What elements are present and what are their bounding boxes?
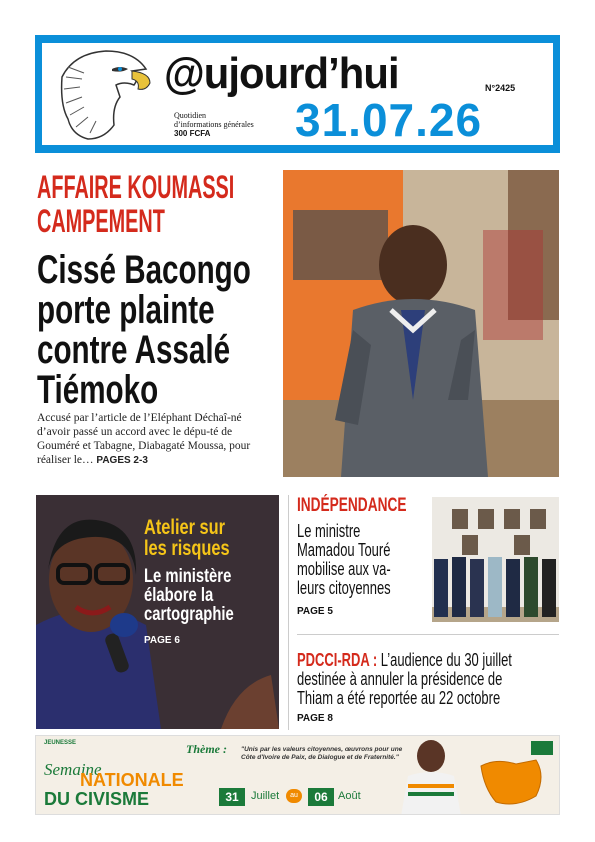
story2-kicker: INDÉPENDANCE <box>297 495 407 516</box>
feature-page-ref[interactable]: PAGE 6 <box>144 635 180 646</box>
lead-kicker-line: AFFAIRE KOUMASSI <box>37 169 235 205</box>
lead-kicker-line: CAMPEMENT <box>37 203 165 239</box>
banner-au: au <box>286 789 302 803</box>
eagle-logo-icon <box>54 47 154 142</box>
lead-headline-line: porte plainte <box>37 288 215 332</box>
masthead-inner <box>42 43 553 145</box>
banner-start-month: Juillet <box>251 790 280 802</box>
feature-subtitle <box>144 567 277 624</box>
story3-headline[interactable] <box>297 651 556 708</box>
civism-banner[interactable] <box>35 735 560 815</box>
banner-org: JEUNESSE <box>44 740 77 746</box>
story2-photo-illustration <box>432 497 559 622</box>
brand-name: @ujourd’hui <box>164 49 399 98</box>
lead-kicker <box>37 170 273 238</box>
lead-summary-text: Accusé par l’article de l’Eléphant Déchaî-né d’avoir passé un accord avec le dépu-té de Gouméré et Tabagne, Diabagaté Moussa, pour réaliser le… <box>37 412 251 466</box>
story2-photo <box>432 497 559 622</box>
feature-subtitle-line: cartographie <box>144 604 234 625</box>
issue-number: N°2425 <box>485 83 516 93</box>
story3-kicker: PDCCI-RDA : <box>297 650 378 670</box>
price: 300 FCFA <box>174 129 211 138</box>
banner-semaine: Semaine <box>44 760 102 779</box>
tagline-line-1: Quotidien <box>174 111 206 120</box>
lead-photo <box>283 170 559 477</box>
story2-headline[interactable] <box>297 522 434 598</box>
banner-end-month: Août <box>338 790 361 802</box>
feature-box[interactable] <box>36 495 279 729</box>
lead-headline-line: Tiémoko <box>37 368 159 412</box>
lead-summary <box>37 411 277 468</box>
story2-page-ref[interactable]: PAGE 5 <box>297 606 333 617</box>
story3-page-ref[interactable]: PAGE 8 <box>297 713 333 724</box>
story2-headline-line: leurs citoyennes <box>297 578 391 598</box>
story2-headline-line: mobilise aux va- <box>297 559 391 579</box>
lead-photo-illustration <box>283 170 559 477</box>
feature-title-line: les risques <box>144 537 230 560</box>
banner-theme-label: Thème : <box>186 742 227 756</box>
column-divider <box>288 495 289 730</box>
masthead <box>35 35 560 153</box>
feature-subtitle-line: Le ministère <box>144 566 232 587</box>
lead-page-ref[interactable]: PAGES 2-3 <box>96 455 148 466</box>
feature-subtitle-line: élabore la <box>144 585 214 606</box>
story2-headline-line: Mamadou Touré <box>297 540 391 560</box>
lead-headline[interactable] <box>37 250 281 410</box>
lead-headline-line: contre Assalé <box>37 328 231 372</box>
banner-start-day: 31 <box>219 788 245 806</box>
story2-headline-line: Le ministre <box>297 521 361 541</box>
issue-date: 31.07.26 <box>295 94 483 146</box>
banner-nationale: NATIONALE <box>80 770 184 790</box>
banner-quote: "Unis par les valeurs citoyennes, œuvrons pour une Côte d'Ivoire de Paix, de Dialogue et de Fraternité." <box>241 746 403 761</box>
tagline-line-2: d’informations générales <box>174 120 254 129</box>
story3-headline-line <box>297 651 556 670</box>
story3-headline-line: destinée à annuler la présidence de <box>297 669 503 689</box>
banner-end-day: 06 <box>308 788 334 806</box>
banner-civisme: DU CIVISME <box>44 789 150 809</box>
story3-headline-line: Thiam a été reportée au 22 octobre <box>297 688 501 708</box>
story-divider <box>297 634 559 635</box>
banner-illustration <box>386 736 560 815</box>
lead-headline-line: Cissé Bacongo <box>37 248 251 292</box>
feature-title-line: Atelier sur <box>144 516 226 539</box>
feature-title <box>144 517 277 559</box>
story3-text: L’audience du 30 juillet <box>377 650 512 670</box>
